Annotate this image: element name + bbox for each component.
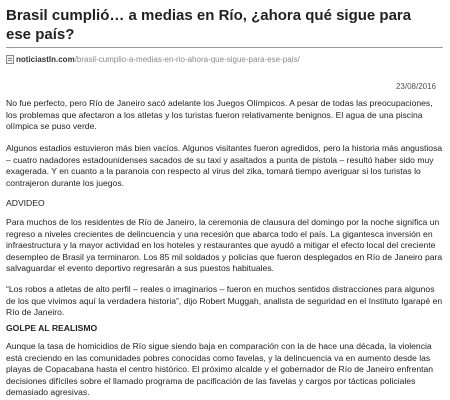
paragraph-1: No fue perfecto, pero Río de Janeiro sacó adelante los Juegos Olímpicos. A pesar de todas las preocupaciones, los problemas que afectaron a los atletas y los turistas fueron relativamente benignos. El agua de una piscina olímpica se puso verde. (6, 98, 433, 132)
paragraph-2: Algunos estadios estuvieron más bien vacíos. Algunos visitantes fueron agredidos, pero la historia más angustiosa – cuatro nadadores estadounidenses sacados de su taxi y asaltados a punta de pistola – resultó haber sido muy exagerada. Y en cuanto a la paranoia con respecto al virus del zika, tomará tiempo averiguar si los turistas lo contrajeron durante los juegos. (6, 143, 443, 188)
paragraph-4: “Los robos a atletas de alto perfil – reales o imaginarios – fueron en muchos sentidos distracciones para algunos de los que vivimos aquí la verdadera historia”, dijo Robert Muggah, analista de seguridad en el Instituto Igarapé en Río de Janeiro. (6, 284, 443, 318)
paragraph-3: Para muchos de los residentes de Río de Janeiro, la ceremonia de clausura del domingo por la noche significa un regreso a niveles crecientes de delincuencia y una recesión que abarca todo el país. La gigantesca inversión en infraestructura y la mayor actividad en los hoteles y restaurantes que ayudó a mitigar el efecto local del creciente desempleo de Brasil ya terminaron. Los 85 mil soldados y policías que fueron desplegados en Río de Janeiro para salvaguardar el evento deportivo regresarán a sus puestos habituales. (6, 217, 443, 274)
section-heading-golpe: GOLPE AL REALISMO (6, 323, 98, 333)
section-heading-advideo: ADVIDEO (6, 198, 45, 208)
publish-date: 23/08/2016 (395, 82, 436, 91)
source-line (6, 52, 300, 66)
source-path[interactable]: /brasil-cumplio-a-medias-en-rio-ahora-que-sigue-para-ese-pais/ (74, 54, 300, 64)
article-title: Brasil cumplió… a medias en Río, ¿ahora qué sigue para ese país? (6, 7, 412, 43)
paragraph-5: Aunque la tasa de homicidios de Río sigue siendo baja en comparación con la de hace una década, la violencia está creciendo en las comunidades pobres conocidas como favelas, y la delincuencia va en aumento desde las playas de Copacabana hasta el centro histórico. El próximo alcalde y el gobernador de Río de Janeiro enfrentan decisiones difíciles sobre el llamado programa de pacificación de las favelas y cargos por tácticas policiales demasiado agresivas. (6, 341, 434, 398)
title-divider (6, 47, 443, 48)
document-icon (6, 55, 14, 64)
source-domain[interactable]: noticiastln.com (16, 54, 75, 64)
